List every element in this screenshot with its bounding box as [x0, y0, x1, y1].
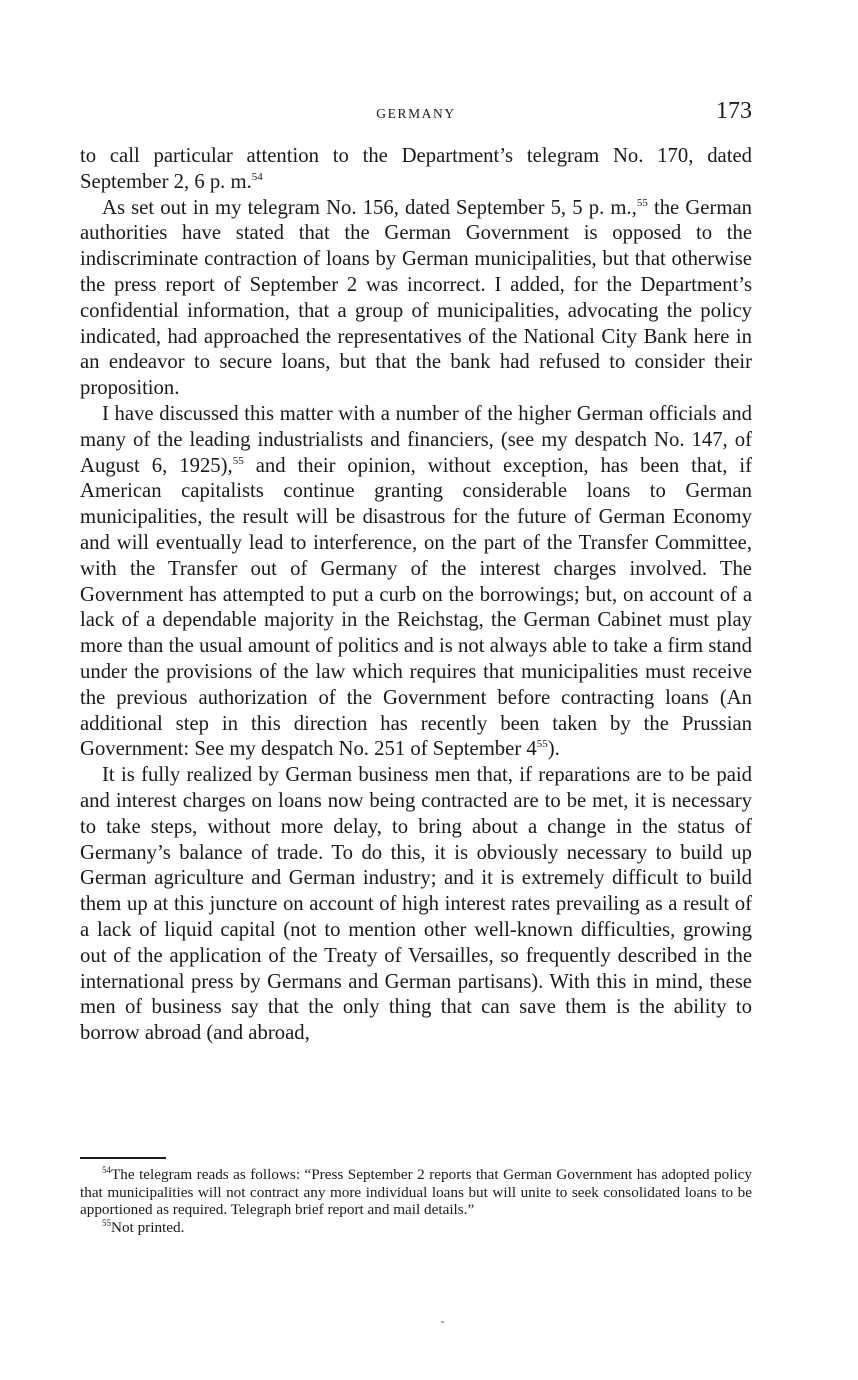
- footnote-marker: 55: [102, 1217, 111, 1228]
- footnote-text: Not printed.: [111, 1218, 185, 1236]
- running-head: GERMANY: [376, 106, 456, 121]
- paragraph-3-text-a: I have discussed this matter with a number of the higher German officials and many of the leading industrialists and financiers, (see my despatch No. 147, of August 6, 1925),: [80, 402, 752, 477]
- paragraph-1-text: to call particular attention to the Department’s telegram No. 170, dated September 2, 6 p. m.: [80, 145, 752, 193]
- paragraph-4-text: It is fully realized by German business men that, if reparations are to be paid and interest charges on loans now being contracted are to be met, it is necessary to take steps, without more delay, to bring about a change in the status of Germany’s balance of trade. To do this, it is obviously necessary to build up German agriculture and German industry; and it is extremely difficult to build them up at this juncture on account of high interest rates prevailing as a result of a lack of liquid capital (not to mention other well-known difficulties, growing out of the application of the Treaty of Versailles, so frequently described in the international press by Germans and German partisans). With this in mind, these men of business say that the only thing that can save them is the ability to borrow abroad (and abroad,: [80, 764, 752, 1045]
- footnote-divider: [80, 1157, 166, 1159]
- footnote-text: The telegram reads as follows: “Press September 2 reports that German Government has adopted policy that municipalities will not contract any more individual loans but will unite to seek consolidated loans to be apportioned as required. Telegraph brief report and mail details.”: [80, 1166, 752, 1218]
- paragraph-2-text-a: As set out in my telegram No. 156, dated September 5, 5 p. m.,: [102, 196, 637, 219]
- footnote-55: [80, 1219, 752, 1237]
- footnotes: [80, 1166, 752, 1236]
- paragraph-1: [80, 144, 752, 196]
- paragraph-3-text-c: ).: [547, 738, 560, 761]
- page-number: 173: [716, 98, 752, 124]
- scan-artifact: [441, 1321, 444, 1323]
- footnote-ref-55: 55: [536, 738, 548, 751]
- paragraph-2-text-b: the German authorities have stated that the German Government is opposed to the indiscriminate contraction of loans by German municipalities, but that otherwise the press report of September 2 was incorrect. I added, for the Department’s confidential information, that a group of municipalities, advocating the policy indicated, had approached the representatives of the National City Bank here in an endeavor to secure loans, but that the bank had refused to consider their proposition.: [80, 196, 752, 400]
- footnote-54: [80, 1166, 752, 1219]
- paragraph-3: [80, 402, 752, 763]
- paragraph-3-text-b: and their opinion, without exception, has been that, if American capitalists continue granting considerable loans to German municipalities, the result will be disastrous for the future of German Economy and will eventually lead to interference, on the part of the Transfer Committee, with the Transfer out of Germany of the interest charges involved. The Government has attempted to put a curb on the borrowings; but, on account of a lack of a dependable majority in the Reichstag, the German Cabinet must play more than the usual amount of politics and is not always able to take a firm stand under the provisions of the law which requires that municipalities must receive the previous authorization of the Government before contracting loans (An additional step in this direction has recently been taken by the Prussian Government: See my despatch No. 251 of September 4: [80, 454, 752, 761]
- page-header: [80, 98, 752, 128]
- footnote-ref-55: 55: [232, 454, 244, 467]
- footnote-marker: 54: [102, 1165, 111, 1175]
- body-text: [80, 144, 752, 1047]
- footnote-ref-55: 55: [636, 196, 648, 209]
- paragraph-4: [80, 763, 752, 1047]
- paragraph-2: [80, 196, 752, 402]
- footnote-ref-54: 54: [251, 170, 263, 183]
